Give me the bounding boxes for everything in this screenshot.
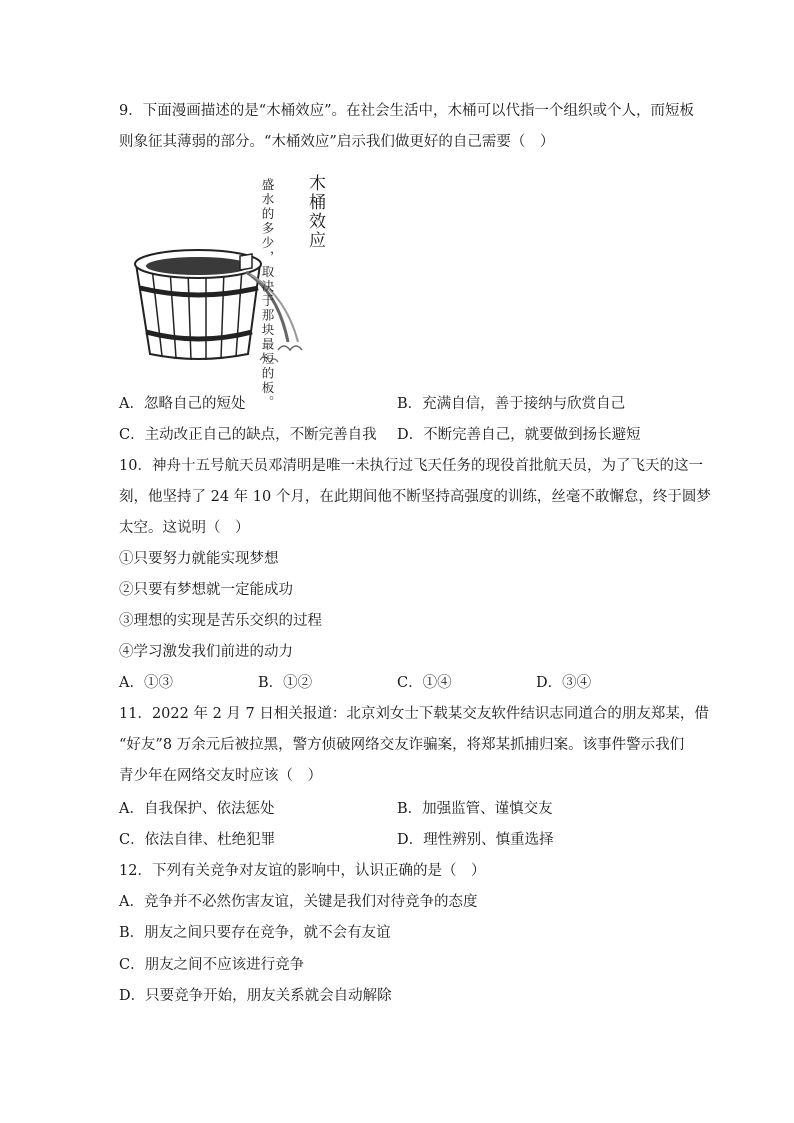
q10-stem-line-3: 太空。这说明（ ） [119,520,250,536]
q10-option-a[interactable]: A．①③ [119,675,173,691]
q10-option-d[interactable]: D．③④ [536,675,592,691]
q11-option-d[interactable]: D．理性辨别、慎重选择 [397,832,554,848]
q10-stem-line-1: 10．神舟十五号航天员邓清明是唯一未执行过飞天任务的现役首批航天员，为了飞天的这一 [119,458,703,474]
q10-statement-2: ②只要有梦想就一定能成功 [119,582,293,598]
q10-statement-1: ①只要努力就能实现梦想 [119,551,279,567]
q12-option-d[interactable]: D．只要竞争开始，朋友关系就会自动解除 [119,988,392,1004]
comic-title: 木桶效应 [305,174,325,250]
q11-option-b[interactable]: B．加强监管、谨慎交友 [397,801,553,817]
q12-option-a[interactable]: A．竞争并不必然伤害友谊，关键是我们对待竞争的态度 [119,894,478,910]
comic-caption: 盛水的多少，取决于那块最短的板。 [260,178,275,410]
q10-stem-line-2: 刻，他坚持了 24 年 10 个月，在此期间他不断坚持高强度的训练，丝毫不敢懈怠，终于圆梦 [119,489,711,505]
q9-option-c[interactable]: C．主动改正自己的缺点，不断完善自我 [119,427,377,443]
q12-option-c[interactable]: C．朋友之间不应该进行竞争 [119,957,305,973]
q11-stem-line-1: 11．2022 年 2 月 7 日相关报道：北京刘女士下载某交友软件结识志同道合的朋友郑某，借 [119,706,709,722]
q9-stem-line-2: 则象征其薄弱的部分。“木桶效应”启示我们做更好的自己需要（ ） [119,134,555,150]
q12-stem-line-1: 12．下列有关竞争对友谊的影响中，认识正确的是（ ） [119,863,486,879]
q12-option-b[interactable]: B．朋友之间只要存在竞争，就不会有友谊 [119,925,391,941]
q11-stem-line-3: 青少年在网络交友时应该（ ） [119,768,322,784]
q10-statement-3: ③理想的实现是苦乐交织的过程 [119,613,322,629]
q10-statement-4: ④学习激发我们前进的动力 [119,644,293,660]
q9-option-a[interactable]: A．忽略自己的短处 [119,396,246,412]
q9-option-b[interactable]: B．充满自信，善于接纳与欣赏自己 [397,396,626,412]
q11-option-c[interactable]: C．依法自律、杜绝犯罪 [119,832,276,848]
q10-option-b[interactable]: B．①② [258,675,313,691]
q9-stem-line-1: 9．下面漫画描述的是“木桶效应”。在社会生活中，木桶可以代指一个组织或个人，而短板 [119,103,695,119]
q10-option-c[interactable]: C．①④ [397,675,452,691]
q11-stem-line-2: “好友”8 万余元后被拉黑，警方侦破网络交友诈骗案，将郑某抓捕归案。该事件警示我们 [119,737,685,753]
q9-option-d[interactable]: D．不断完善自己，就要做到扬长避短 [397,427,641,443]
q11-option-a[interactable]: A．自我保护、依法惩处 [119,801,275,817]
